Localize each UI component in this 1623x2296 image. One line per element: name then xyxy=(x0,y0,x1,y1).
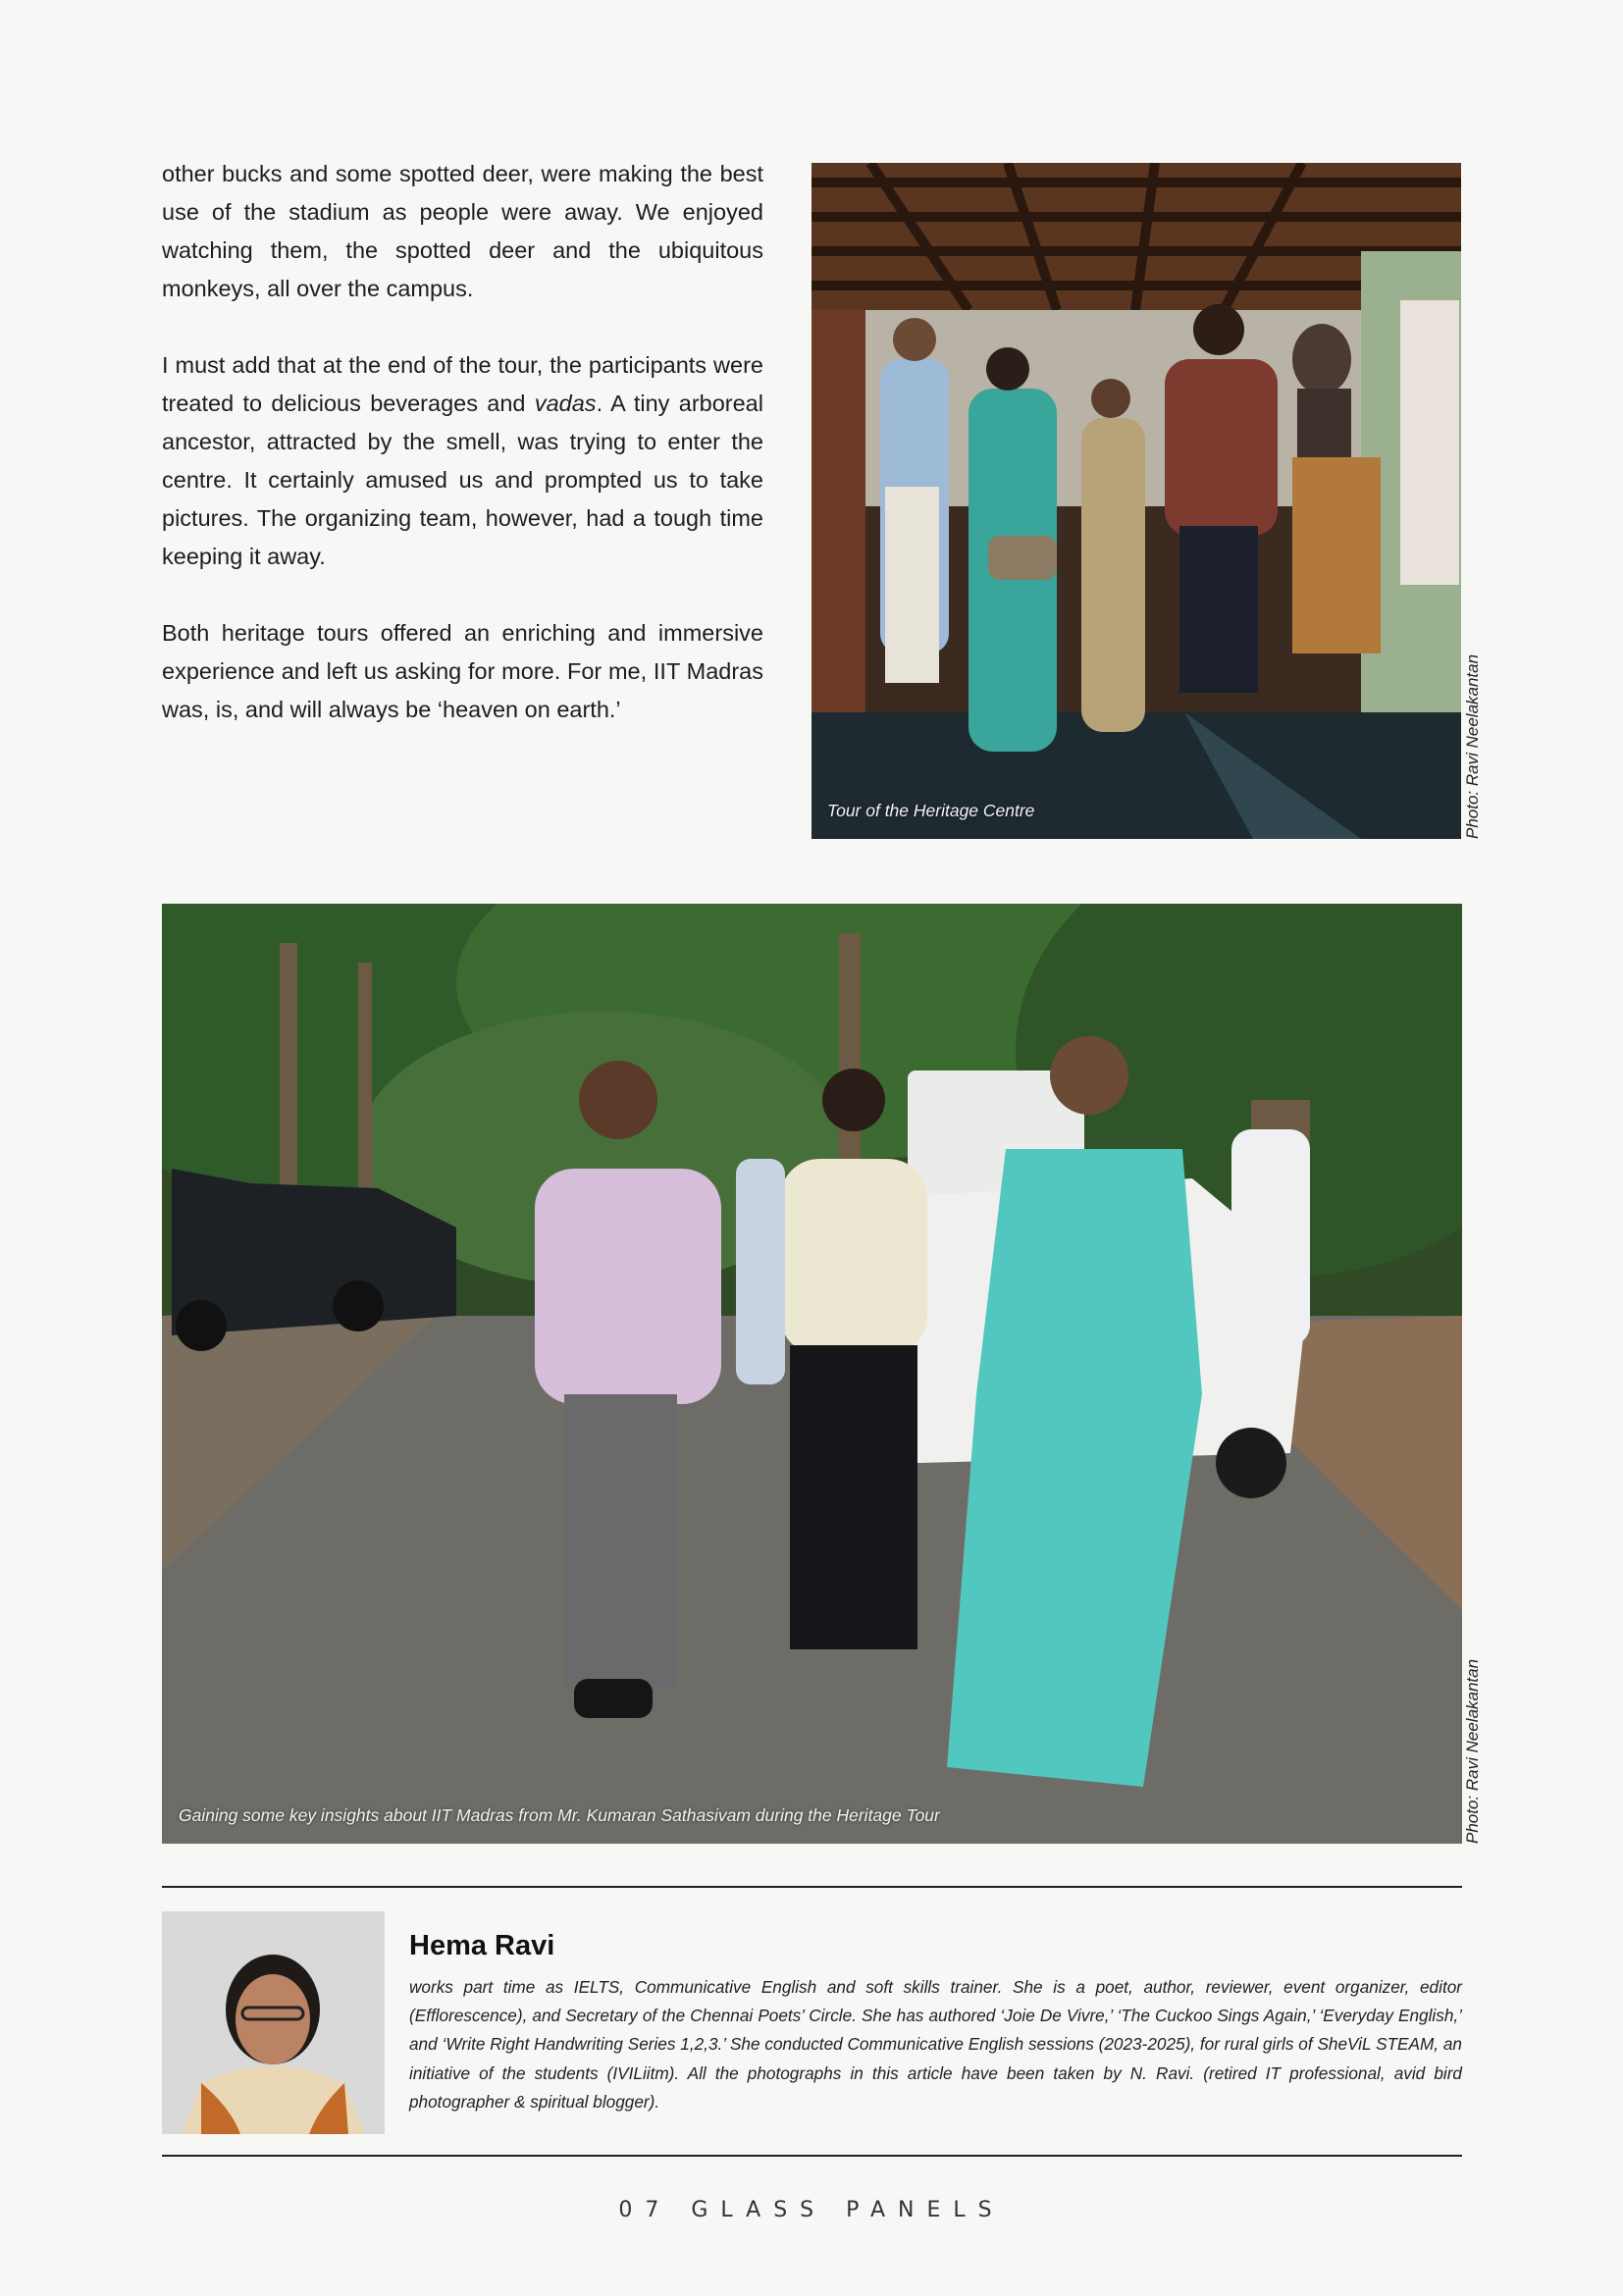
heritage-centre-caption: Tour of the Heritage Centre xyxy=(827,801,1035,820)
road-tour-caption: Gaining some key insights about IIT Madras from Mr. Kumaran Sathasivam during the Heritage Tour xyxy=(179,1805,940,1825)
author-name: Hema Ravi xyxy=(409,1930,555,1961)
author-bio: works part time as IELTS, Communicative English and soft skills trainer. She is a poet, author, reviewer, event organizer, editor (Efflorescence), and Secretary of the Chennai Poets’ Circle. She has authored ‘Joie De Vivre,’ ‘The Cuckoo Sings Again,’ ‘Everyday English,’ and ‘Write Right Handwriting Series 1,2,3.’ She conducted Communicative English sessions (2023-2025), for rural girls of SheViL STEAM, an initiative of the students (IVILiitm). All the photographs in this article have been taken by N. Ravi. (retired IT professional, avid bird photographer & spiritual blogger). xyxy=(409,1977,1462,2112)
road-tour-photo xyxy=(162,904,1462,1844)
paragraph-1: other bucks and some spotted deer, were making the best use of the stadium as people were away. We enjoyed watching them, the spotted deer and the ubiquitous monkeys, all over the campus. xyxy=(162,161,763,301)
paragraph-3: Both heritage tours offered an enriching and immersive experience and left us asking for more. For me, IIT Madras was, is, and will always be ‘heaven on earth.’ xyxy=(162,620,763,722)
page-number: 07 xyxy=(618,2198,672,2222)
article-body xyxy=(162,155,763,767)
author-box-bottom-rule xyxy=(162,2155,1462,2157)
paragraph-2: I must add that at the end of the tour, the participants were treated to delicious beverages and vadas. A tiny arboreal ancestor, attracted by the smell, was trying to enter the centre. It certainly amused us and prompted us to take pictures. The organizing team, however, had a tough time keeping it away. xyxy=(162,352,763,569)
heritage-centre-photo-credit: Photo: Ravi Neelakantan xyxy=(1463,653,1482,839)
section-name: GLASS PANELS xyxy=(691,2198,1005,2222)
road-tour-photo-credit: Photo: Ravi Neelakantan xyxy=(1463,1658,1482,1844)
page-footer xyxy=(0,2198,1623,2222)
heritage-centre-photo xyxy=(812,163,1461,839)
author-avatar xyxy=(162,1911,385,2134)
author-box-top-rule xyxy=(162,1886,1462,1888)
